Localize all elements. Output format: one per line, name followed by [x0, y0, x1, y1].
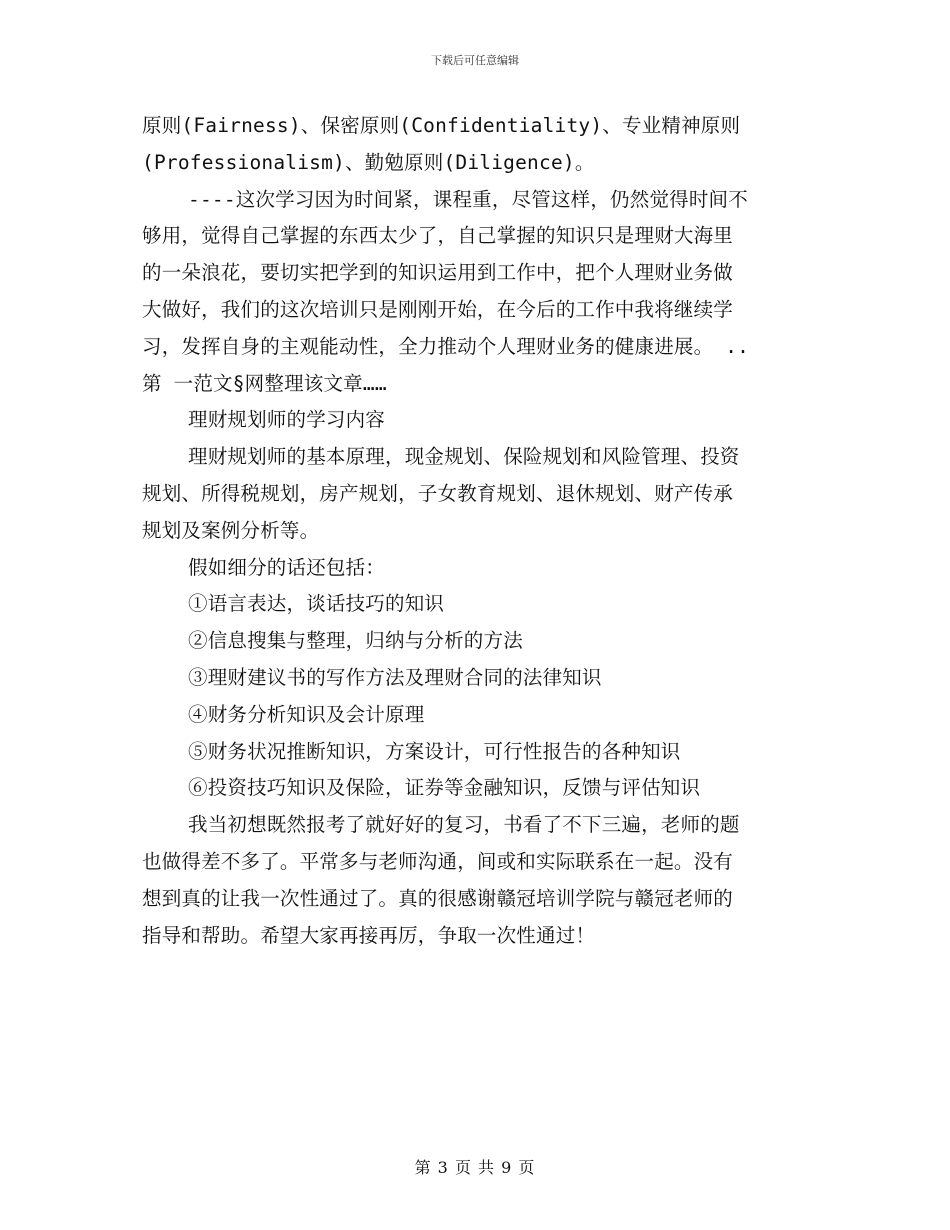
text-line: ----这次学习因为时间紧，课程重，尽管这样，仍然觉得时间不: [188, 187, 748, 211]
text-line: 够用，觉得自己掌握的东西太少了，自己掌握的知识只是理财大海里: [142, 224, 734, 248]
document-body: [142, 108, 812, 954]
text-line: 的一朵浪花，要切实把学到的知识运用到工作中，把个人理财业务做: [142, 261, 734, 285]
list-item: ②信息搜集与整理，归纳与分析的方法: [188, 629, 523, 653]
text-line: 假如细分的话还包括：: [188, 555, 386, 579]
page-header: 下载后可任意编辑: [431, 54, 519, 67]
list-item: ①语言表达，谈话技巧的知识: [188, 592, 445, 616]
list-item: ⑥投资技巧知识及保险，证券等金融知识，反馈与评估知识: [188, 776, 701, 800]
list-item: ③理财建议书的写作方法及理财合同的法律知识: [188, 665, 602, 689]
text-line: 指导和帮助。希望大家再接再厉，争取一次性通过！: [142, 923, 596, 947]
page-number: 第 3 页 共 9 页: [414, 1158, 536, 1177]
text-line: 理财规划师的基本原理，现金规划、保险规划和风险管理、投资: [188, 445, 740, 469]
list-item: ⑤财务状况推断知识，方案设计，可行性报告的各种知识: [188, 739, 681, 763]
section-heading: 理财规划师的学习内容: [188, 408, 386, 432]
list-item: ④财务分析知识及会计原理: [188, 702, 425, 726]
text-line: 也做得差不多了。平常多与老师沟通，间或和实际联系在一起。没有: [142, 849, 734, 873]
text-line: 第 一范文§网整理该文章……: [142, 371, 387, 395]
text-line: 原则(Fairness)、保密原则(Confidentiality)、专业精神原则: [142, 114, 741, 137]
text-line: (Professionalism)、勤勉原则(Diligence)。: [142, 150, 595, 174]
text-line: 规划及案例分析等。: [142, 518, 320, 542]
text-line: 我当初想既然报考了就好好的复习，书看了不下三遍，老师的题: [188, 813, 740, 837]
text-line: 习，发挥自身的主观能动性，全力推动个人理财业务的健康进展。 ..: [142, 334, 750, 358]
text-line: 大做好，我们的这次培训只是刚刚开始，在今后的工作中我将继续学: [142, 297, 734, 321]
text-line: 规划、所得税规划，房产规划，子女教育规划、退休规划、财产传承: [142, 481, 734, 505]
text-line: 想到真的让我一次性通过了。真的很感谢赣冠培训学院与赣冠老师的: [142, 886, 734, 910]
